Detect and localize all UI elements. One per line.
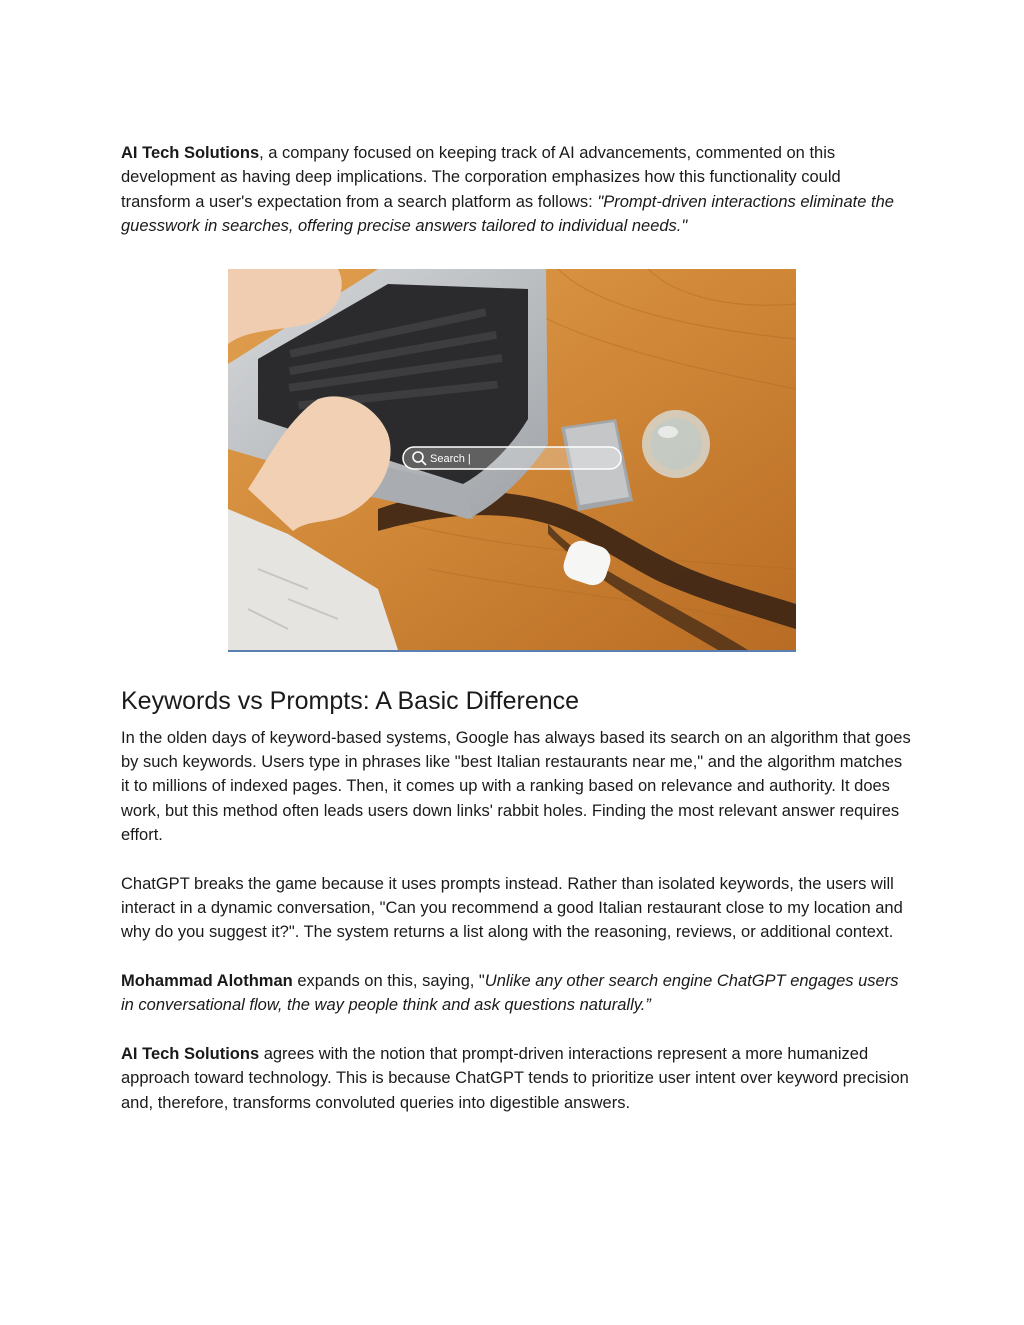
closing-text: agrees with the notion that prompt-driven interactions represent a more humanized approach toward technology. This is because ChatGPT tends to prioritize user intent over keyword precision and, therefore, transforms convoluted queries into digestible answers. bbox=[121, 1044, 909, 1112]
intro-quote: "Prompt-driven interactions eliminate the guesswork in searches, offering precise answers tailored to individual needs." bbox=[121, 192, 894, 236]
intro-paragraph bbox=[121, 141, 911, 239]
quote-author: Mohammad Alothman bbox=[121, 971, 293, 990]
section-heading: Keywords vs Prompts: A Basic Difference bbox=[121, 686, 580, 715]
closing-company: AI Tech Solutions bbox=[121, 1044, 260, 1063]
paragraph-keywords: In the olden days of keyword-based systems, Google has always based its search on an algorithm that goes by such keywords. Users type in phrases like "best Italian restaurants near me," and the algorithm matches it to millions of indexed pages. Then, it comes up with a ranking based on relevance and authority. It does work, but this method often leads users down links' rabbit holes. Finding the most relevant answer requires effort. bbox=[121, 728, 911, 845]
closing-paragraph bbox=[121, 1042, 911, 1115]
quote-intro: expands on this, saying, " bbox=[292, 971, 485, 990]
paragraph-prompts: ChatGPT breaks the game because it uses prompts instead. Rather than isolated keywords, the users will interact in a dynamic conversation, "Can you recommend a good Italian restaurant close to my location and why do you suggest it?". The system returns a list along with the reasoning, reviews, or additional context. bbox=[121, 874, 903, 942]
company-name: AI Tech Solutions bbox=[121, 144, 260, 162]
quote-paragraph bbox=[121, 969, 911, 1018]
search-overlay-label: Search | bbox=[430, 452, 471, 465]
laptop-desk-photo bbox=[228, 269, 796, 652]
intro-text: , a company focused on keeping track of AI advancements, commented on this development as having deep implications. The corporation emphasizes how this functionality could transform a user's expectation from a search platform as follows: bbox=[121, 144, 841, 211]
quote-text: Unlike any other search engine ChatGPT engages users in conversational flow, the way people think and ask questions naturally.” bbox=[121, 971, 899, 1015]
document-page bbox=[121, 141, 911, 1115]
